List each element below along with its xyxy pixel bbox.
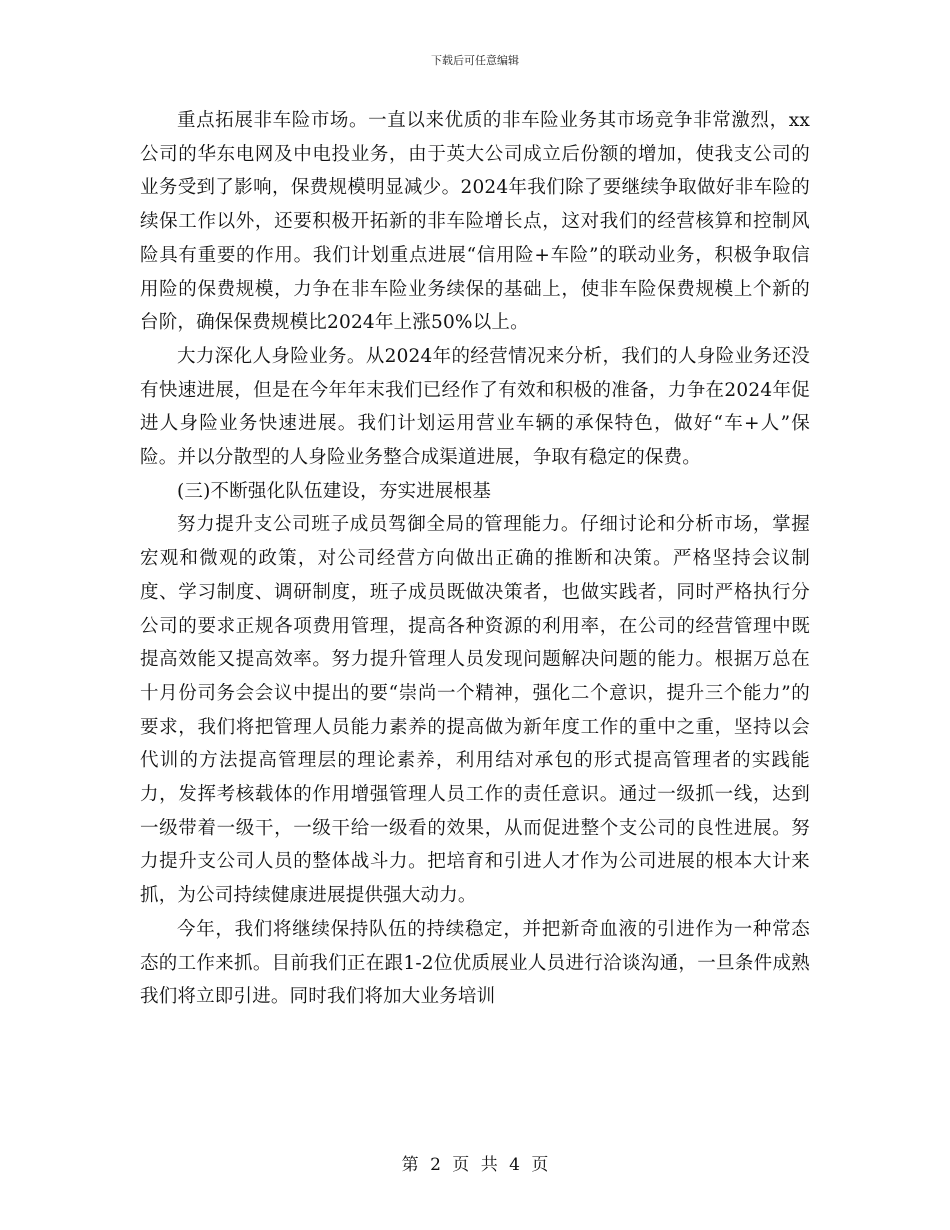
paragraph-team-stability: 今年，我们将继续保持队伍的持续稳定，并把新奇血液的引进作为一种常态态的工作来抓。目前我们正在跟1-2位优质展业人员进行洽谈沟通，一旦条件成熟我们将立即引进。同时我们将加大业务培训 — [140, 918, 810, 1008]
paragraph-management-capability: 努力提升支公司班子成员驾御全局的管理能力。仔细讨论和分析市场，掌握宏观和微观的政策，对公司经营方向做出正确的推断和决策。严格坚持会议制度、学习制度、调研制度，班子成员既做决策者，也做实践者，同时严格执行分公司的要求正规各项费用管理，提高各种资源的利用率，在公司的经营管理中既提高效能又提高效率。努力提升管理人员发现问题解决问题的能力。根据万总在十月份司务会会议中提出的要“崇尚一个精神，强化二个意识，提升三个能力”的要求，我们将把管理人员能力素养的提高做为新年度工作的重中之重，坚持以会代训的方法提高管理层的理论素养，利用结对承包的形式提高管理者的实践能力，发挥考核载体的作用增强管理人员工作的责任意识。通过一级抓一线，达到一级带着一级干，一级干给一级看的效果，从而促进整个支公司的良性进展。努力提升支公司人员的整体战斗力。把培育和引进人才作为公司进展的根本大计来抓，为公司持续健康进展提供强大动力。 — [140, 514, 810, 907]
page-number-footer: 第 2 页 共 4 页 — [401, 1155, 549, 1175]
paragraph-life-insurance: 大力深化人身险业务。从2024年的经营情况来分析，我们的人身险业务还没有快速进展，但是在今年年末我们已经作了有效和积极的准备，力争在2024年促进人身险业务快速进展。我们计划运用营业车辆的承保特色，做好“车+人”保险。并以分散型的人身险业务整合成渠道进展，争取有稳定的保费。 — [140, 345, 810, 469]
paragraph-non-auto-insurance: 重点拓展非车险市场。一直以来优质的非车险业务其市场竞争非常激烈，xx公司的华东电网及中电投业务，由于英大公司成立后份额的增加，使我支公司的业务受到了影响，保费规模明显减少。2024年我们除了要继续争取做好非车险的续保工作以外，还要积极开拓新的非车险增长点，这对我们的经营核算和控制风险具有重要的作用。我们计划重点进展“信用险+车险”的联动业务，积极争取信用险的保费规模，力争在非车险业务续保的基础上，使非车险保费规模上个新的台阶，确保保费规模比2024年上涨50%以上。 — [140, 110, 810, 334]
page-header-note: 下载后可任意编辑 — [431, 54, 519, 67]
section-heading-team-building: (三)不断强化队伍建设，夯实进展根基 — [177, 480, 492, 502]
document-body — [140, 104, 810, 1014]
